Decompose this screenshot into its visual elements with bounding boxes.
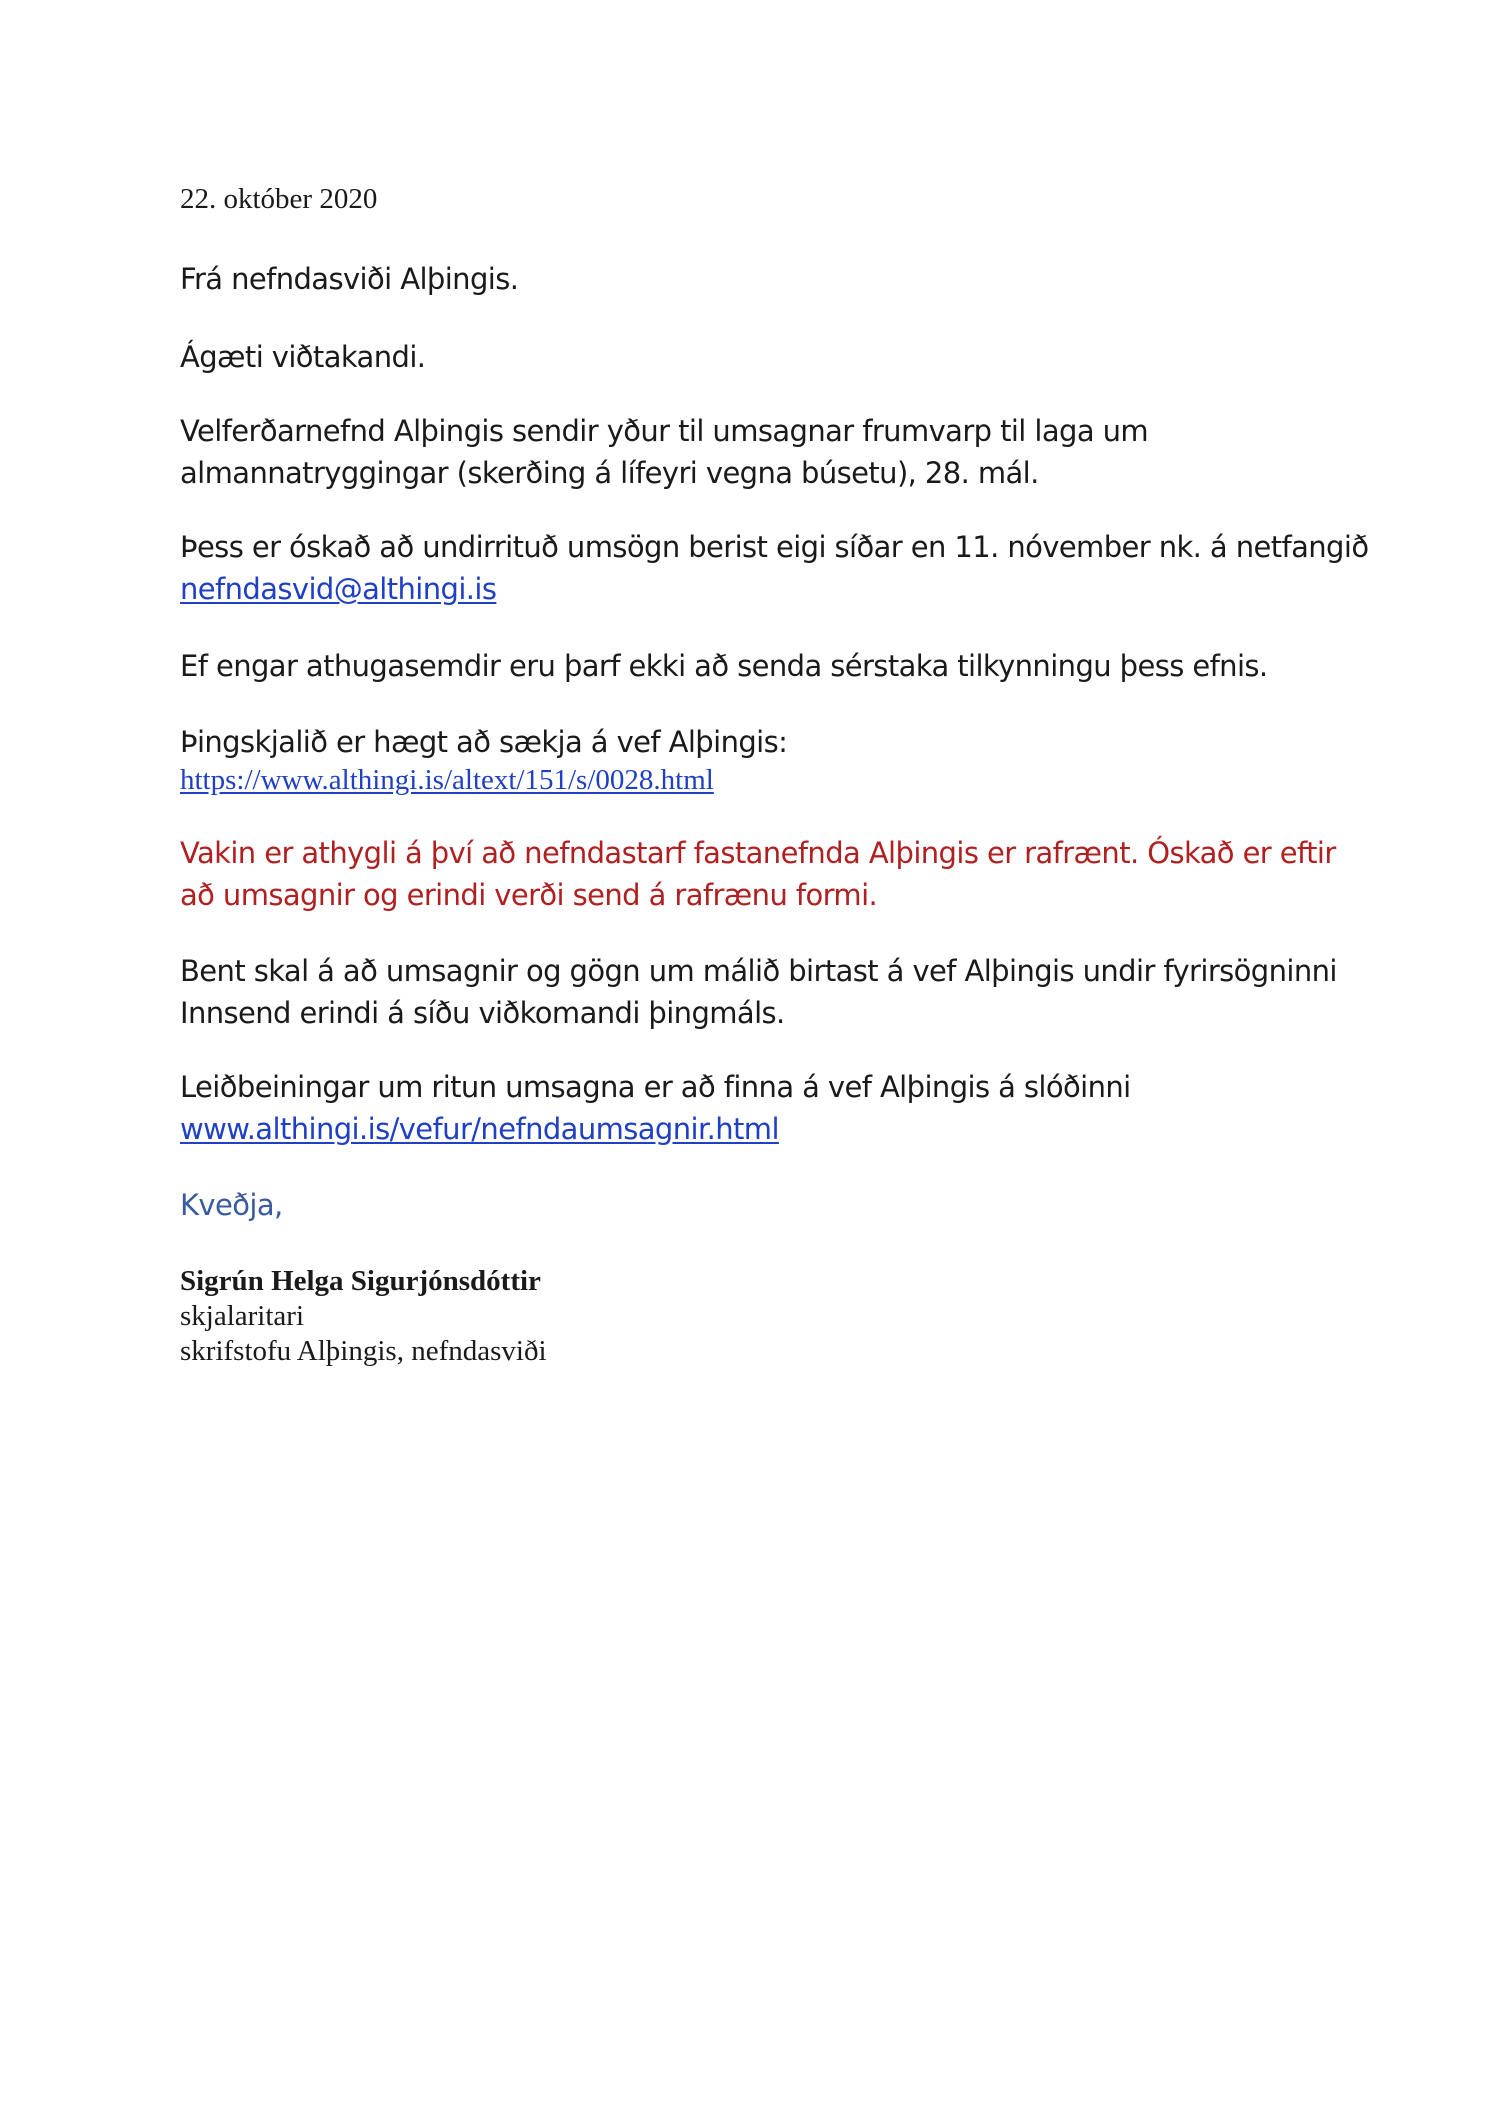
- guidelines-url-link[interactable]: www.althingi.is/vefur/nefndaumsagnir.html: [180, 1112, 779, 1146]
- notice-line: Vakin er athygli á því að nefndastarf fastanefnda Alþingis er rafrænt. Óskað er eftir: [180, 836, 1336, 870]
- paragraph-line: almannatryggingar (skerðing á lífeyri vegna búsetu), 28. mál.: [180, 456, 1039, 490]
- paragraph-line: Þess er óskað að undirrituð umsögn berist eigi síðar en 11. nóvember nk. á netfangið: [180, 530, 1369, 564]
- paragraph-request: [180, 410, 1148, 494]
- paragraph-line: Leiðbeiningar um ritun umsagna er að finna á vef Alþingis á slóðinni: [180, 1070, 1131, 1104]
- paragraph-guidelines: [180, 1066, 1131, 1150]
- paragraph-line: Innsend erindi á síðu viðkomandi þingmáls.: [180, 996, 785, 1030]
- letter-date: 22. október 2020: [180, 183, 378, 215]
- paragraph-deadline: [180, 526, 1368, 610]
- signature-title: skjalaritari: [180, 1300, 305, 1332]
- email-link[interactable]: nefndasvid@althingi.is: [180, 572, 497, 606]
- signature-name: Sigrún Helga Sigurjónsdóttir: [180, 1265, 541, 1297]
- paragraph-line: Velferðarnefnd Alþingis sendir yður til umsagnar frumvarp til laga um: [180, 414, 1149, 448]
- letter-sender: Frá nefndasviði Alþingis.: [180, 262, 519, 296]
- signature-office: skrifstofu Alþingis, nefndasviði: [180, 1335, 547, 1367]
- electronic-notice: [180, 832, 1336, 916]
- document-url-link[interactable]: https://www.althingi.is/altext/151/s/0028.html: [180, 764, 714, 796]
- letter-greeting: Ágæti viðtakandi.: [180, 340, 426, 374]
- paragraph-no-comments: Ef engar athugasemdir eru þarf ekki að senda sérstaka tilkynningu þess efnis.: [180, 649, 1268, 683]
- paragraph-publication: [180, 950, 1337, 1034]
- paragraph-line: Bent skal á að umsagnir og gögn um málið birtast á vef Alþingis undir fyrirsögninni: [180, 954, 1337, 988]
- signature-block: [180, 1264, 547, 1369]
- letter-closing: Kveðja,: [180, 1188, 283, 1222]
- paragraph-document-link: [180, 722, 787, 798]
- notice-line: að umsagnir og erindi verði send á rafrænu formi.: [180, 878, 878, 912]
- paragraph-line: Þingskjalið er hægt að sækja á vef Alþingis:: [180, 725, 788, 759]
